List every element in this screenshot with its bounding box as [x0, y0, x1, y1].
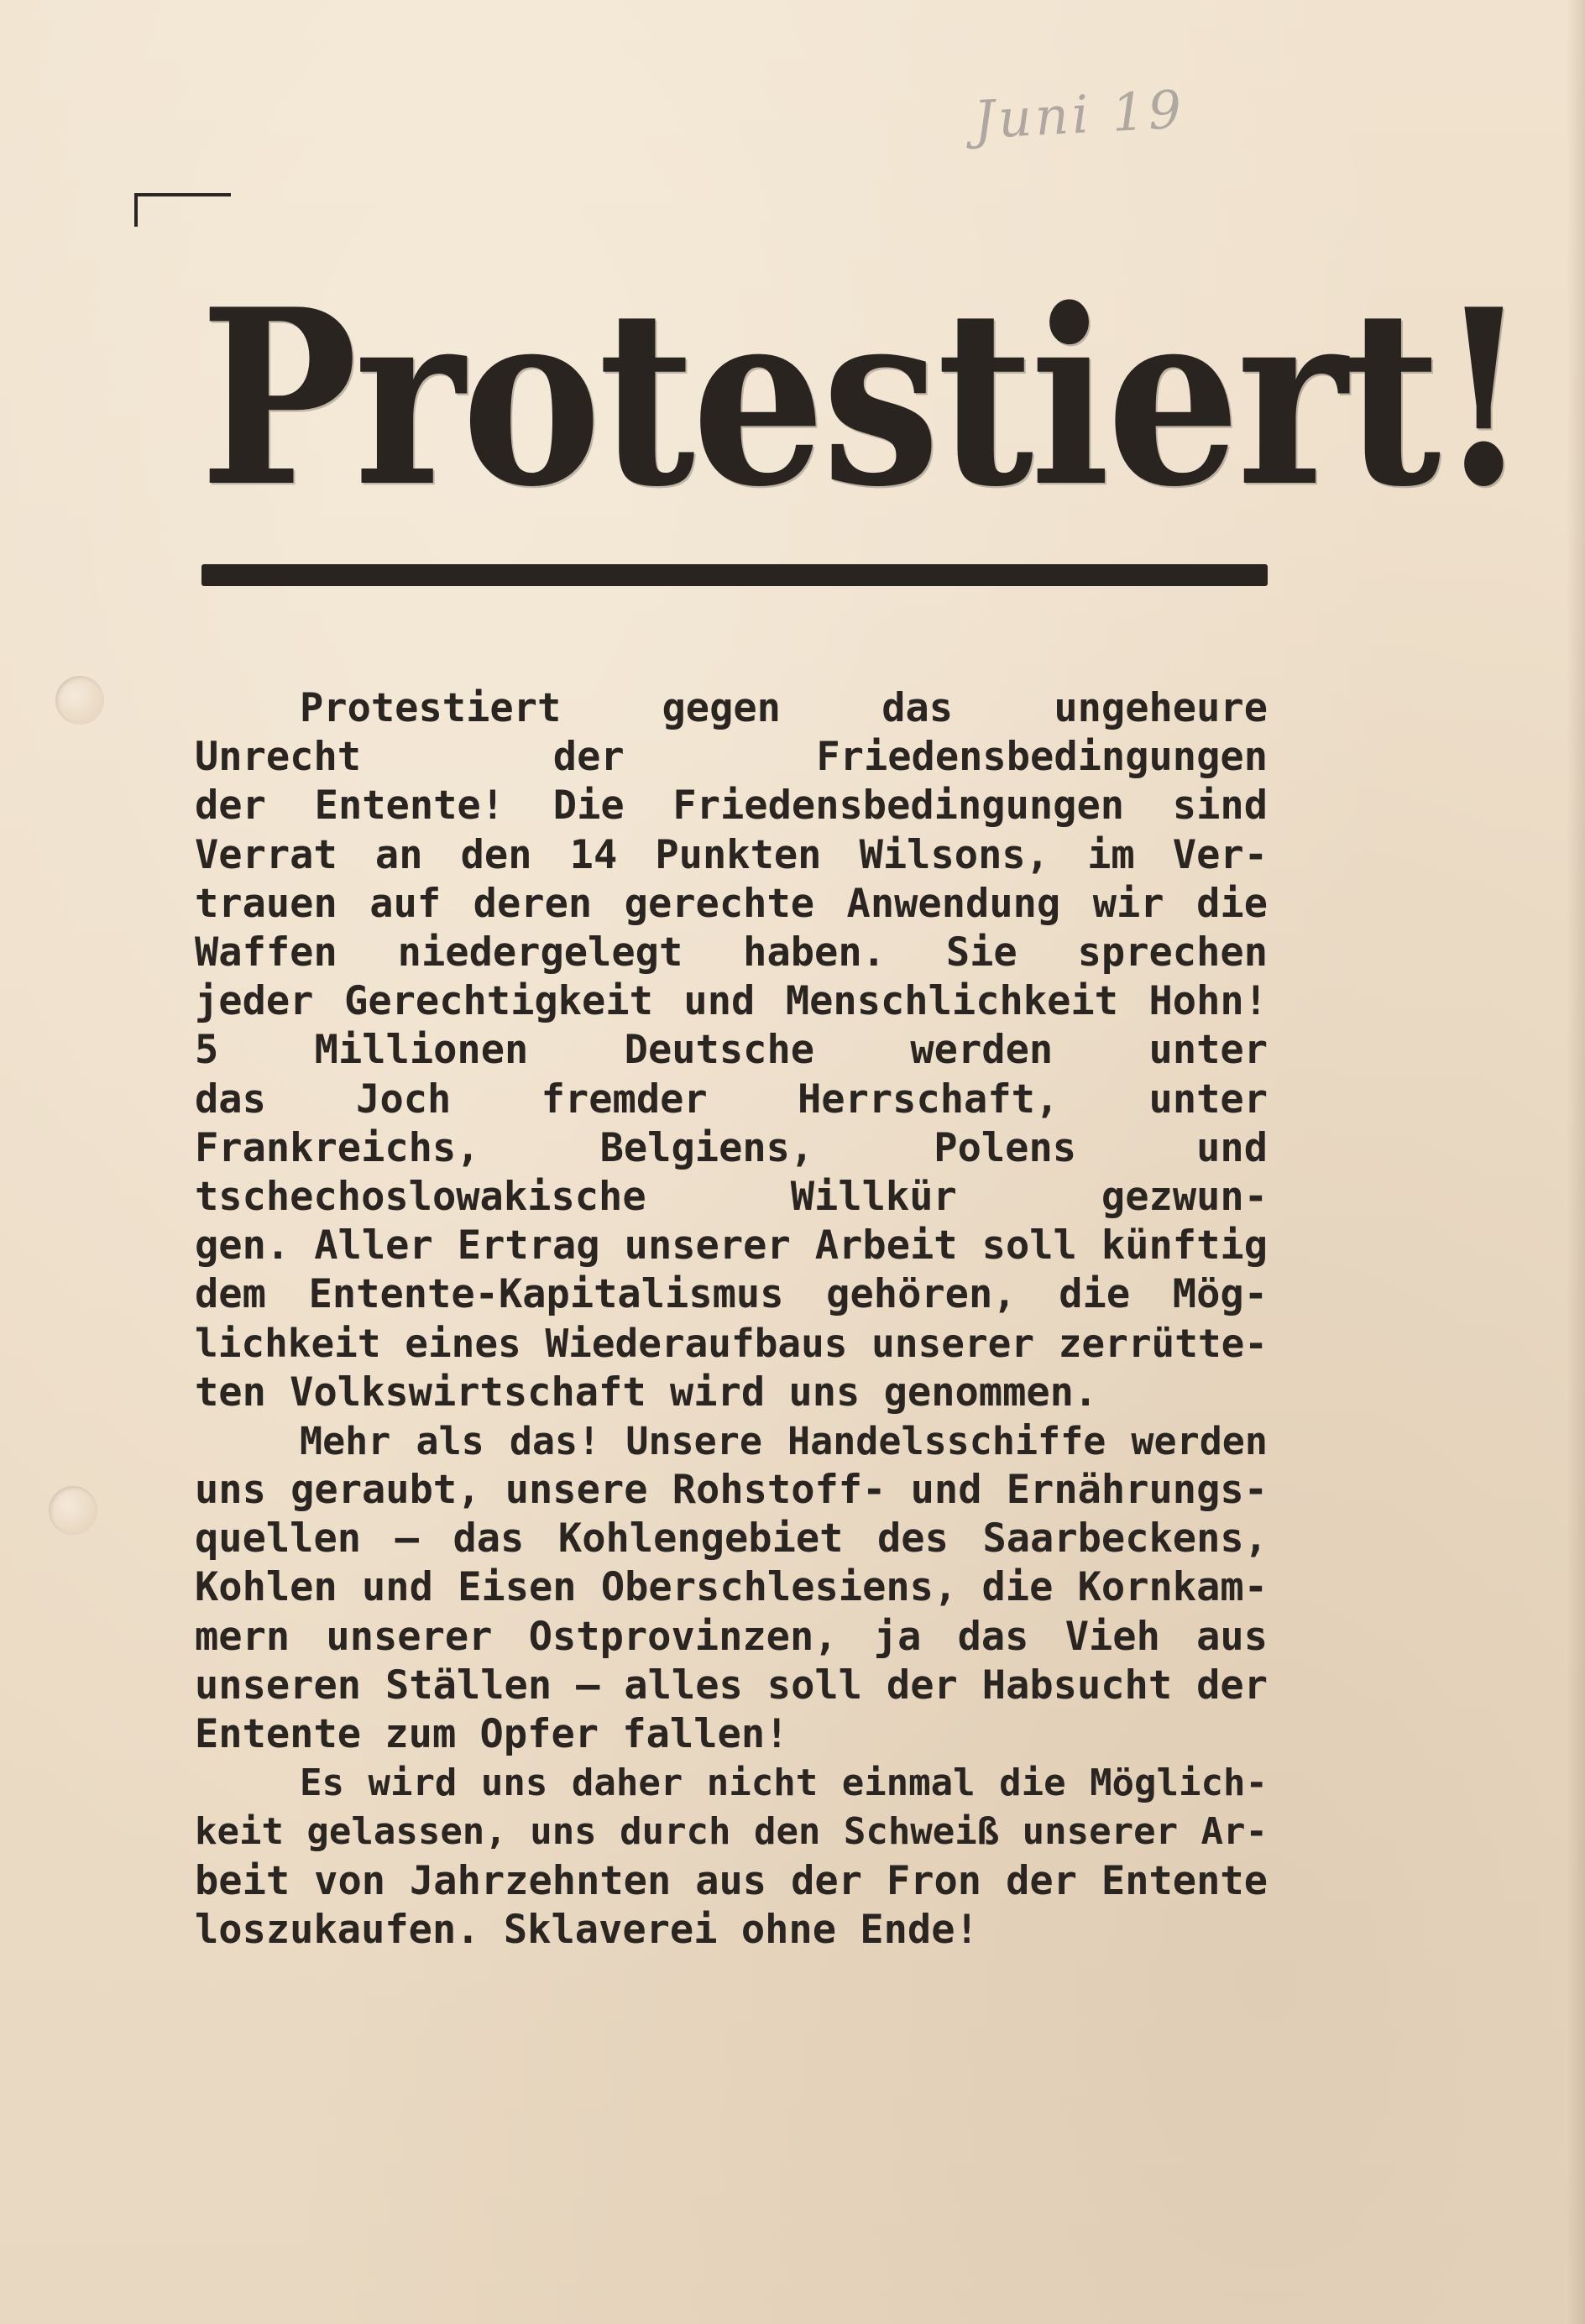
body-line: lichkeit eines Wiederaufbaus unserer zerrütte-: [195, 1321, 1268, 1367]
body-line: tschechoslowakische Willkür gezwun-: [195, 1173, 1268, 1220]
title-underline-rule: [201, 564, 1268, 586]
leaflet-body: [195, 684, 1268, 1955]
body-line: Verrat an den 14 Punkten Wilsons, im Ver-: [195, 831, 1268, 878]
paper-edge-shadow: [1567, 0, 1585, 2324]
corner-crop-mark: [134, 193, 235, 227]
body-line: loszukaufen. Sklaverei ohne Ende!: [195, 1906, 979, 1953]
body-line: mern unserer Ostprovinzen, ja das Vieh aus: [195, 1613, 1268, 1660]
crop-mark-horizontal: [134, 193, 231, 196]
body-line: gen. Aller Ertrag unserer Arbeit soll künftig: [195, 1222, 1268, 1269]
body-line: das Joch fremder Herrschaft, unter: [195, 1076, 1268, 1123]
leaflet-title: Protestiert!: [200, 255, 1527, 540]
body-line: Unrecht der Friedensbedingungen: [195, 734, 1268, 781]
punch-hole-bottom: [49, 1486, 97, 1535]
body-line: dem Entente-Kapitalismus gehören, die Mög-: [195, 1271, 1268, 1318]
body-line: beit von Jahrzehnten aus der Fron der Entente: [195, 1857, 1268, 1904]
body-line: Frankreichs, Belgiens, Polens und: [195, 1124, 1268, 1171]
body-line: ten Volkswirtschaft wird uns genommen.: [195, 1369, 1098, 1416]
crop-mark-vertical: [134, 193, 138, 227]
punch-hole-top: [55, 676, 104, 725]
body-line: trauen auf deren gerechte Anwendung wir die: [195, 880, 1268, 927]
body-line: uns geraubt, unsere Rohstoff- und Ernährungs-: [195, 1467, 1268, 1513]
body-line: Es wird uns daher nicht einmal die Möglich-: [300, 1761, 1268, 1805]
body-line: der Entente! Die Friedensbedingungen sind: [195, 783, 1268, 830]
body-line: keit gelassen, uns durch den Schweiß unserer Ar-: [195, 1810, 1268, 1854]
body-line: unseren Ställen — alles soll der Habsucht der: [195, 1662, 1268, 1709]
body-line: Protestiert gegen das ungeheure: [300, 685, 1268, 731]
body-line: quellen — das Kohlengebiet des Saarbeckens,: [195, 1515, 1268, 1562]
body-line: Entente zum Opfer fallen!: [195, 1710, 789, 1757]
body-line: 5 Millionen Deutsche werden unter: [195, 1027, 1268, 1074]
body-line: Waffen niedergelegt haben. Sie sprechen: [195, 929, 1268, 976]
body-line: Mehr als das! Unsere Handelsschiffe werden: [300, 1418, 1268, 1463]
body-line: Kohlen und Eisen Oberschlesiens, die Kornkam-: [195, 1564, 1268, 1611]
pencil-annotation: Juni 19: [972, 78, 1186, 151]
body-line: jeder Gerechtigkeit und Menschlichkeit Hohn!: [195, 978, 1268, 1025]
